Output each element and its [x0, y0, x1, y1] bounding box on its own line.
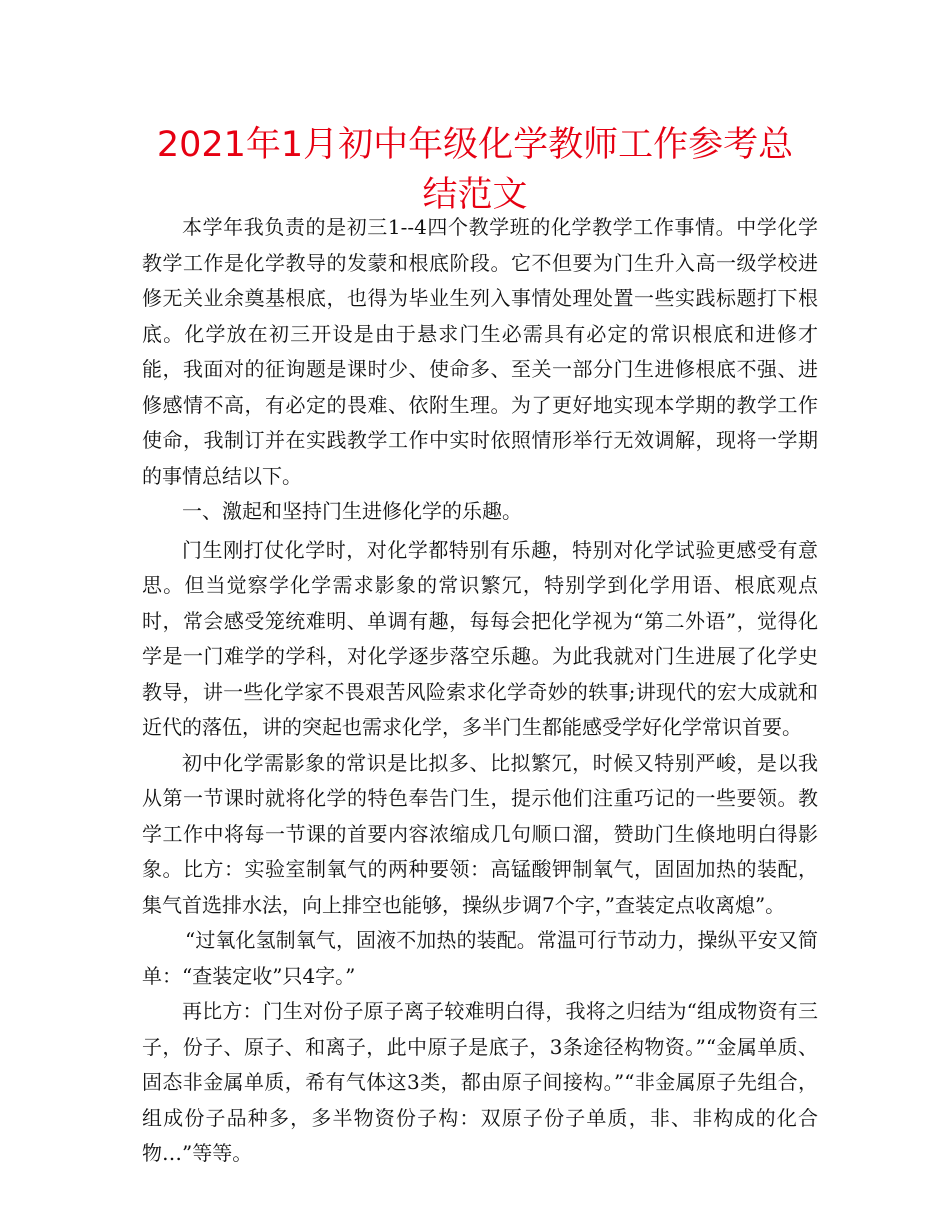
paragraph-intro: 本学年我负责的是初三1--4四个教学班的化学教学工作事情。中学化学教学工作是化学教导的发蒙和根底阶段。它不但要为门生升入高一级学校进修无关业余奠基根底，也得为毕业生列入事情处理处置一些实践标题打下根底。化学放在初三开设是由于悬求门生必需具有必定的常识根底和进修才能，我面对的征询题是课时少、使命多、至关一部分门生进修根底不强、进修感情不高，有必定的畏难、依附生理。为了更好地实现本学期的教学工作使命，我制订并在实践教学工作中实时依照情形举行无效调解，现将一学期的事情总结以下。	[142, 215, 818, 488]
paragraph-particles: 再比方：门生对份子原子离子较难明白得，我将之归结为“组成物资有三子，份子、原子、和离子，此中原子是底子，3条途径构物资。”“金属单质、固态非金属单质，希有气体这3类，都由原子间接构。”“非金属原子先组合，组成份子品种多，多半物资份子构：双原子份子单质，非、非构成的化合物…”等等。	[142, 999, 818, 1165]
document-title: 2021年1月初中年级化学教师工作参考总结范文	[156, 125, 794, 215]
section-heading-1: 一、激起和坚持门生进修化学的乐趣。	[182, 499, 522, 523]
paragraph-interest: 门生刚打仗化学时，对化学都特别有乐趣，特别对化学试验更感受有意思。但当觉察学化学需求影象的常识繁冗，特别学到化学用语、根底观点时，常会感受笼统难明、单调有趣，每每会把化学视为“第二外语”，觉得化学是一门难学的学科，对化学逐步落空乐趣。为此我就对门生进展了化学史教导，讲一些化学家不畏艰苦风险索求化学奇妙的轶事;讲现代的宏大成就和近代的落伍，讲的突起也需求化学，多半门生都能感受学好化学常识首要。	[142, 537, 818, 739]
document-body	[142, 210, 818, 1172]
paragraph-hydrogen-peroxide: “过氧化氢制氧气，固液不加热的装配。常温可行节动力，操纵平安又简单：“查装定收”只4字。”	[142, 928, 818, 988]
paragraph-memorization: 初中化学需影象的常识是比拟多、比拟繁冗，时候又特别严峻，是以我从第一节课时就将化学的特色奉告门生，提示他们注重巧记的一些要领。教学工作中将每一节课的首要内容浓缩成几句顺口溜，赞助门生倏地明白得影象。比方：实验室制氧气的两种要领：高锰酸钾制氧气，固固加热的装配，集气首选排水法，向上排空也能够，操纵步调7个字，”查装定点收离熄”。	[142, 750, 818, 917]
